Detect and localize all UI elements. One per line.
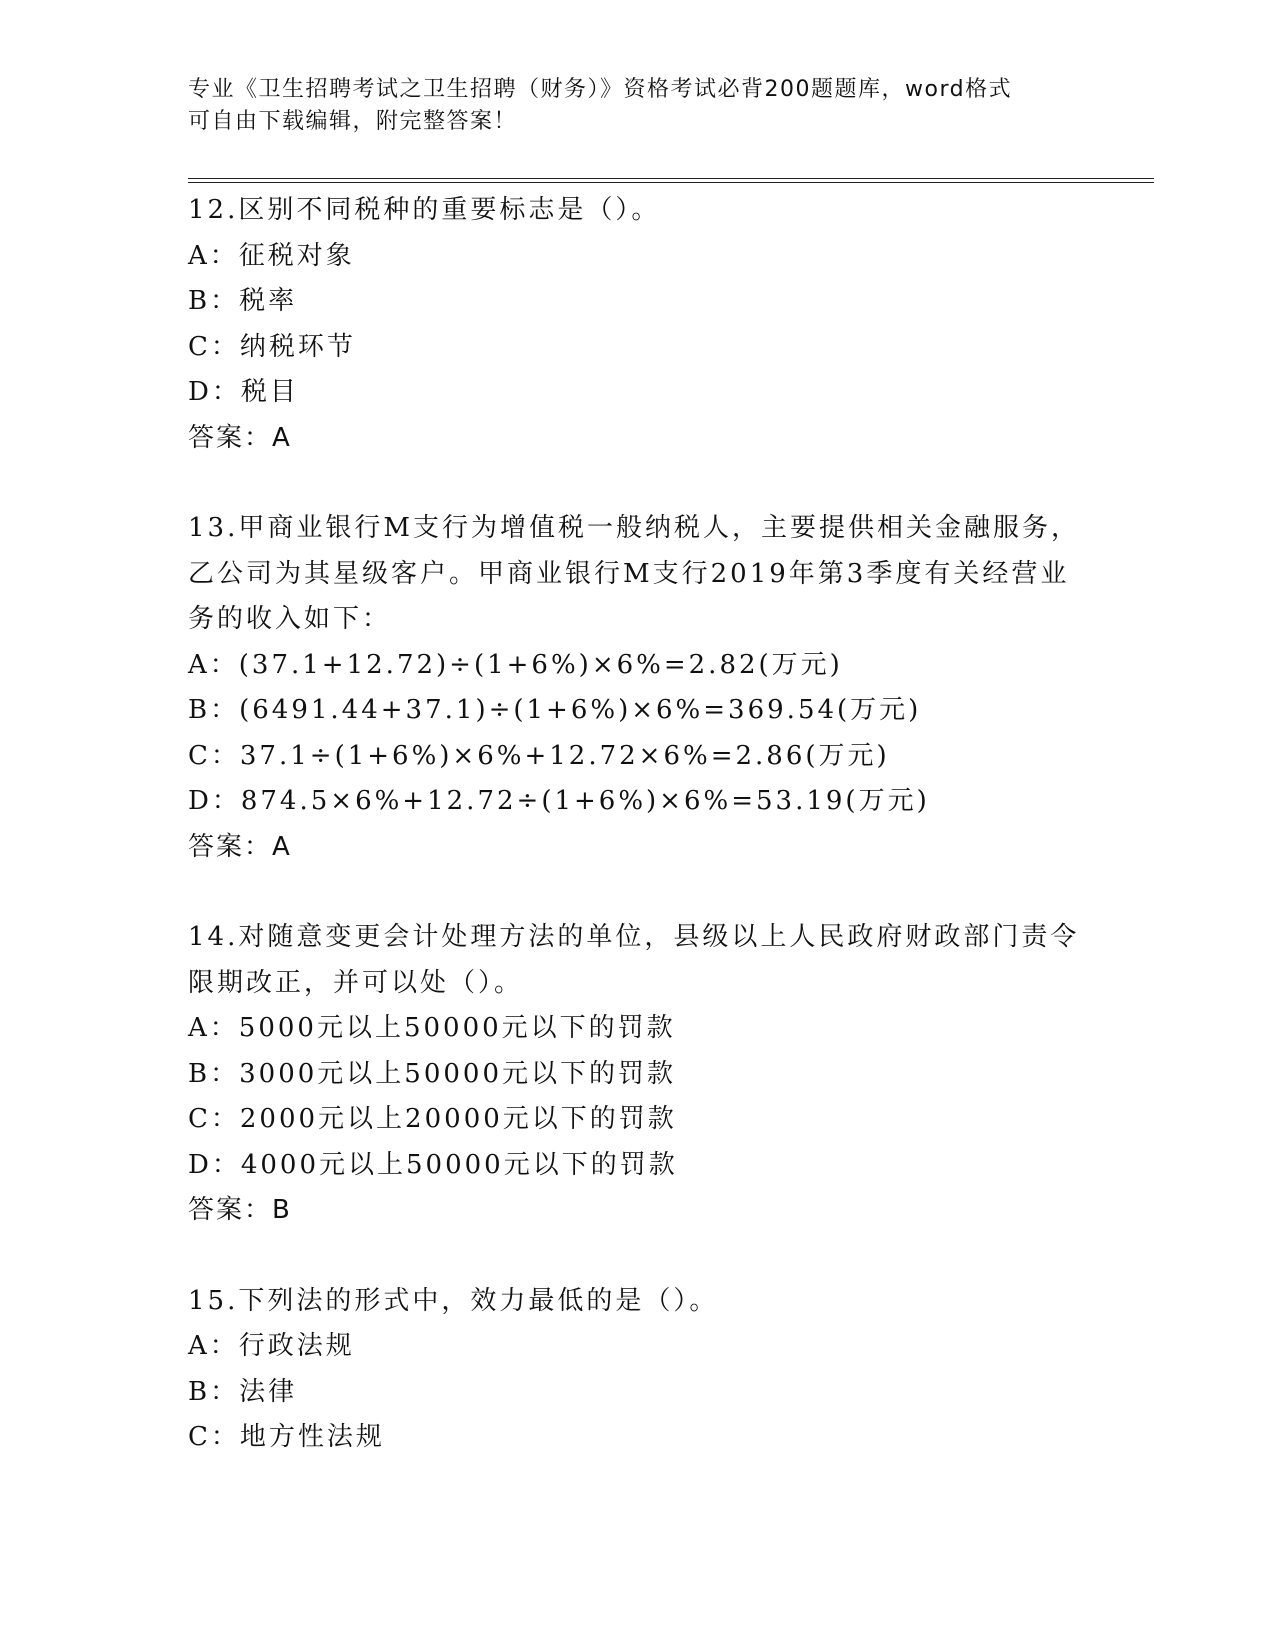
option-a: A：5000元以上50000元以下的罚款 [188, 1013, 676, 1043]
question-text: 12.区别不同税种的重要标志是（）。 [188, 195, 661, 225]
question-text-line-1: 13.甲商业银行M支行为增值税一般纳税人，主要提供相关金融服务， [188, 513, 1080, 543]
header-divider-bottom [188, 182, 1154, 183]
header-divider-top [188, 178, 1154, 179]
option-b: B：法律 [188, 1376, 298, 1407]
question-text-line-2: 乙公司为其星级客户。甲商业银行M支行2019年第3季度有关经营业 [188, 558, 1070, 589]
question-text-line-3: 务的收入如下： [188, 604, 392, 634]
option-a: A：征税对象 [188, 240, 355, 271]
option-d: D：4000元以上50000元以下的罚款 [188, 1149, 678, 1180]
document-header [188, 74, 1088, 138]
question-text: 15.下列法的形式中，效力最低的是（）。 [188, 1285, 719, 1316]
question-12 [188, 188, 1108, 461]
option-a: A：行政法规 [188, 1331, 355, 1361]
question-text-line-2: 限期改正，并可以处（）。 [188, 967, 524, 998]
question-list [188, 188, 1108, 1506]
answer-line: 答案：B [188, 1195, 292, 1225]
option-d: D：874.5×6%+12.72÷(1+6%)×6%=53.19(万元) [188, 786, 930, 816]
option-b: B：税率 [188, 286, 298, 316]
answer-line: 答案：A [188, 422, 292, 453]
question-13 [188, 506, 1108, 870]
option-d: D：税目 [188, 377, 299, 407]
header-line-1: 专业《卫生招聘考试之卫生招聘（财务）》资格考试必背200题题库，word格式 [188, 77, 1013, 102]
header-line-2: 可自由下载编辑，附完整答案！ [188, 109, 518, 134]
option-b: B：3000元以上50000元以下的罚款 [188, 1058, 676, 1089]
option-c: C：2000元以上20000元以下的罚款 [188, 1104, 677, 1134]
option-c: C：37.1÷(1+6%)×6%+12.72×6%=2.86(万元) [188, 740, 890, 771]
option-c: C：纳税环节 [188, 331, 356, 362]
option-c: C：地方性法规 [188, 1422, 385, 1452]
question-text-line-1: 14.对随意变更会计处理方法的单位，县级以上人民政府财政部门责令 [188, 922, 1080, 952]
question-14 [188, 915, 1108, 1234]
question-15 [188, 1279, 1108, 1461]
option-b: B：(6491.44+37.1)÷(1+6%)×6%=369.54(万元) [188, 695, 922, 725]
answer-line: 答案：A [188, 831, 292, 862]
option-a: A：(37.1+12.72)÷(1+6%)×6%=2.82(万元) [188, 649, 843, 680]
